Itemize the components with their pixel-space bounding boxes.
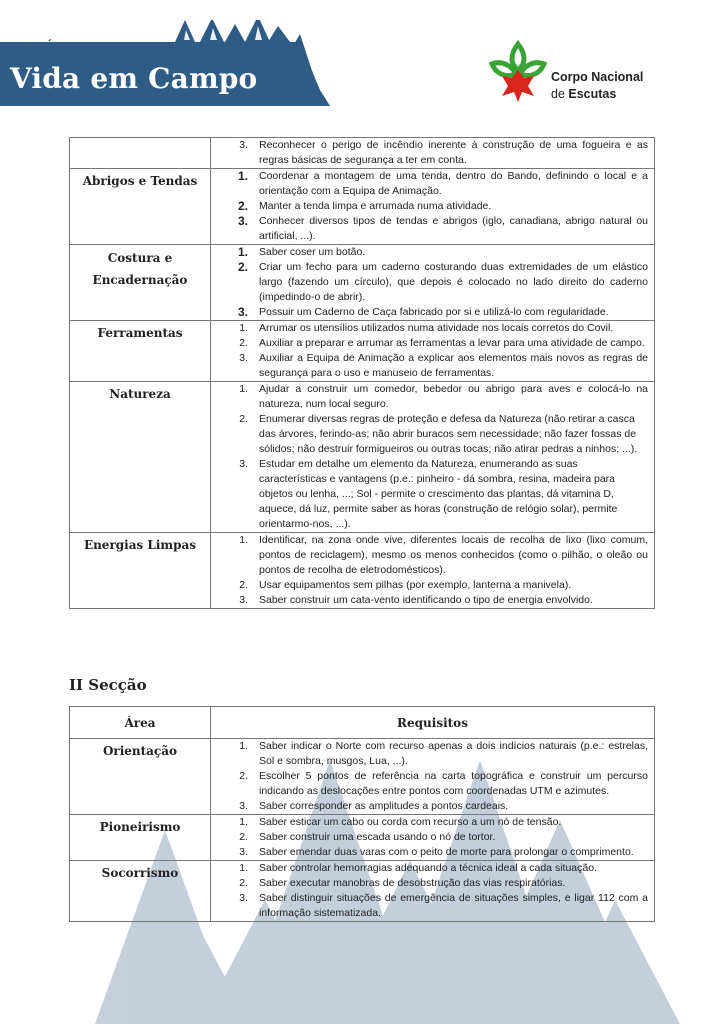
- requirements-cell: [211, 245, 655, 321]
- item-number: 3.: [237, 305, 248, 319]
- requirements-cell: [211, 138, 655, 169]
- item-text: Conhecer diversos tipos de tendas e abrigos (iglo, canadiana, abrigo natural ou artificial, ...).: [259, 215, 648, 242]
- area-label-line1: Costura e: [107, 251, 173, 265]
- item-text: Escolher 5 pontos de referência na carta topográfica e construir um percurso indicando as deslocações entre pontos com coordenadas UTM e azimutes.: [259, 770, 648, 797]
- item-number: 2.: [237, 199, 248, 213]
- table-row: [70, 138, 655, 169]
- area-cell: [70, 169, 211, 245]
- list-item: [211, 769, 648, 799]
- list-item: [211, 260, 648, 305]
- list-item: [211, 799, 648, 814]
- item-number: 3.: [239, 892, 248, 904]
- item-number: 2.: [239, 413, 248, 425]
- item-text: Estudar em detalhe um elemento da Natureza, enumerando as suas características e vantagens (p.e.: pinheiro - dá sombra, resina, madeira para objetos ou lenha, ...; Sol - permite o crescimento das plantas, dá vitamina D, aquece, dá luz, permite saber as horas (construção de relógio solar), permite orientarmo-nos, ...).: [259, 458, 618, 530]
- item-number: 1.: [239, 322, 248, 334]
- item-number: 1.: [239, 816, 248, 828]
- item-text: Saber controlar hemorragias adequando a técnica ideal a cada situação.: [259, 862, 597, 874]
- item-text: Ajudar a construir um comedor, bebedor ou abrigo para aves e colocá-lo na natureza, num local seguro.: [259, 383, 648, 410]
- list-item: [211, 412, 648, 457]
- table-row: [70, 169, 655, 245]
- insignia-title: Vida em Campo: [10, 62, 258, 95]
- table-row: [70, 321, 655, 382]
- item-text: Usar equipamentos sem pilhas (por exemplo, lanterna a manivela).: [259, 579, 572, 591]
- list-item: [211, 457, 648, 532]
- area-cell: [70, 815, 211, 861]
- item-text: Manter a tenda limpa e arrumada numa atividade.: [259, 200, 492, 212]
- item-number: 3.: [239, 139, 248, 151]
- list-item: [211, 891, 648, 921]
- requirements-cell: [211, 533, 655, 609]
- requirements-cell: [211, 815, 655, 861]
- table-row: [70, 533, 655, 609]
- requirements-cell: [211, 321, 655, 382]
- item-number: 1.: [237, 245, 248, 259]
- area-label: Natureza: [109, 387, 171, 401]
- area-label-line2: Encadernação: [92, 273, 188, 287]
- table-row: [70, 815, 655, 861]
- area-cell: [70, 245, 211, 321]
- area-label: Pioneirismo: [99, 820, 181, 834]
- col-header-area: Área: [70, 707, 211, 739]
- list-item: [211, 593, 648, 608]
- item-number: 3.: [239, 352, 248, 364]
- table-row: [70, 861, 655, 922]
- item-text: Auxiliar a Equipa de Animação a explicar aos elementos mais novos as regras de segurança para o uso e manuseio de ferramentas.: [259, 352, 648, 379]
- item-text: Identificar, na zona onde vive, diferentes locais de recolha de lixo (lixo comum, pontos de reciclagem), mesmo os menos conhecidos (como o pilhão, o oleão ou pontos de recolha de eletrodomésticos).: [259, 534, 648, 576]
- requirements-table-1: [69, 137, 655, 609]
- org-name-line1: Corpo Nacional: [551, 70, 644, 84]
- item-number: 1.: [239, 534, 248, 546]
- item-number: 1.: [239, 740, 248, 752]
- item-number: 2.: [239, 579, 248, 591]
- section-title: II Secção: [69, 676, 147, 694]
- item-text: Enumerar diversas regras de proteção e defesa da Natureza (não retirar a casca das árvores, ferindo-as; não abrir buracos sem necessidade; não fazer fossas de sólidos; não destruir formigueiros ou outras tocas; não atirar pedras a ninhos; ...).: [259, 413, 638, 455]
- item-text: Saber executar manobras de desobstrução das vias respiratórias.: [259, 877, 566, 889]
- item-text: Saber esticar um cabo ou corda com recurso a um nó de tensão.: [259, 816, 562, 828]
- area-label: Socorrismo: [101, 866, 179, 880]
- table-header-row: [70, 707, 655, 739]
- area-cell: [70, 739, 211, 815]
- list-item: [211, 199, 648, 214]
- item-number: 3.: [239, 800, 248, 812]
- item-text: Saber emendar duas varas com o peito de morte para prolongar o comprimento.: [259, 846, 634, 858]
- area-label: Orientação: [102, 744, 178, 758]
- list-item: [211, 336, 648, 351]
- item-number: 3.: [237, 214, 248, 228]
- item-text: Saber corresponder as amplitudes a pontos cardeais.: [259, 800, 509, 812]
- list-item: [211, 578, 648, 593]
- table-row: [70, 245, 655, 321]
- item-text: Criar um fecho para um caderno costurando duas extremidades de um elástico largo (fazendo um círculo), que depois é colocado no lado direito do caderno (impedindo-o de abrir).: [259, 261, 648, 303]
- item-number: 2.: [237, 260, 248, 274]
- table-row: [70, 739, 655, 815]
- list-item: [211, 815, 648, 830]
- insignia-label: INSÍGNIA: [12, 39, 102, 58]
- list-item: [211, 169, 648, 199]
- requirements-cell: [211, 739, 655, 815]
- requirements-cell: [211, 382, 655, 533]
- item-number: 3.: [239, 594, 248, 606]
- list-item: [211, 305, 648, 320]
- item-number: 2.: [239, 831, 248, 843]
- area-cell: [70, 533, 211, 609]
- list-item: [211, 876, 648, 891]
- item-number: 1.: [237, 169, 248, 183]
- item-number: 1.: [239, 862, 248, 874]
- item-text: Saber indicar o Norte com recurso apenas a dois indícios naturais (p.e.: estrelas, Sol e sombra, musgos, Lua, ...).: [259, 740, 648, 767]
- item-text: Arrumar os utensílios utilizados numa atividade nos locais corretos do Covil.: [259, 322, 614, 334]
- requirements-table-2: [69, 706, 655, 922]
- list-item: [211, 214, 648, 244]
- area-label: Abrigos e Tendas: [82, 174, 198, 188]
- list-item: [211, 138, 648, 168]
- cne-logo-icon: [488, 40, 548, 104]
- item-text: Reconhecer o perigo de incêndio inerente à construção de uma fogueira e as regras básicas de segurança a ter em conta.: [259, 139, 648, 166]
- item-number: 2.: [239, 877, 248, 889]
- list-item: [211, 861, 648, 876]
- list-item: [211, 830, 648, 845]
- item-number: 3.: [239, 458, 248, 470]
- item-text: Auxiliar a preparar e arrumar as ferramentas a levar para uma atividade de campo.: [259, 337, 645, 349]
- requirements-cell: [211, 861, 655, 922]
- item-text: Saber coser um botão.: [259, 246, 366, 258]
- item-number: 2.: [239, 337, 248, 349]
- area-label: Ferramentas: [97, 326, 183, 340]
- item-number: 3.: [239, 846, 248, 858]
- list-item: [211, 739, 648, 769]
- item-number: 2.: [239, 770, 248, 782]
- list-item: [211, 321, 648, 336]
- item-text: Saber distinguir situações de emergência de situações simples, e ligar 112 com a informação sistematizada.: [259, 892, 648, 919]
- area-label: Energias Limpas: [83, 538, 197, 552]
- list-item: [211, 245, 648, 260]
- item-text: Saber construir um cata-vento identificando o tipo de energia envolvido.: [259, 594, 593, 606]
- area-cell: [70, 382, 211, 533]
- area-cell: [70, 138, 211, 169]
- list-item: [211, 845, 648, 860]
- item-text: Possuir um Caderno de Caça fabricado por si e utilizá-lo com regularidade.: [259, 306, 609, 318]
- col-header-requisitos: Requisitos: [211, 707, 655, 739]
- list-item: [211, 351, 648, 381]
- org-name-line2: de Escutas: [551, 87, 617, 101]
- item-number: 1.: [239, 383, 248, 395]
- area-cell: [70, 321, 211, 382]
- list-item: [211, 533, 648, 578]
- area-cell: [70, 861, 211, 922]
- item-text: Saber construir uma escada usando o nó de tortor.: [259, 831, 496, 843]
- table-row: [70, 382, 655, 533]
- item-text: Coordenar a montagem de uma tenda, dentro do Bando, definindo o local e a orientação com a Equipa de Animação.: [259, 170, 648, 197]
- list-item: [211, 382, 648, 412]
- requirements-cell: [211, 169, 655, 245]
